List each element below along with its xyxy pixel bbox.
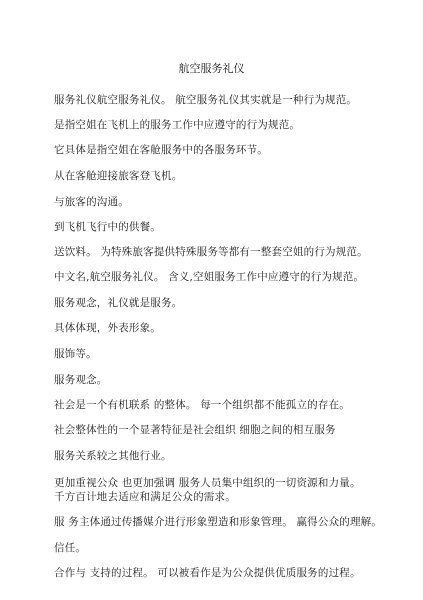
paragraph: 社会整体性的一个显著特征是社会组织 细胞之间的相互服务 <box>54 424 336 436</box>
paragraph: 千方百计地去适应和满足公众的需求。 <box>54 491 236 503</box>
document-title: 航空服务礼仪 <box>178 62 245 75</box>
paragraph: 与旅客的沟通。 <box>54 196 129 208</box>
paragraph: 服务观念。 <box>54 374 108 386</box>
paragraph: 服饰等。 <box>54 348 97 360</box>
paragraph: 社会是一个有机联系 的整体。 每一个组织都不能孤立的存在。 <box>54 399 350 411</box>
paragraph: 服务关系较之其他行业。 <box>54 450 172 462</box>
paragraph: 信任。 <box>54 542 87 554</box>
paragraph: 中文名,航空服务礼仪。 含义,空姐服务工作中应遵守的行为规范。 <box>54 271 365 283</box>
paragraph: 合作与 支持的过程。 可以被看作是为公众提供优质服务的过程。 <box>54 567 361 579</box>
paragraph: 从在客舱迎接旅客登飞机。 <box>54 170 183 182</box>
paragraph: 具体体现，外表形象。 <box>54 322 161 334</box>
paragraph: 服务礼仪航空服务礼仪。 航空服务礼仪其实就是一种行为规范。 <box>54 94 358 106</box>
paragraph: 更加重视公众 也更加强调 服务人员集中组织的一切资源和力量。 <box>54 477 361 489</box>
paragraph: 送饮料。 为特殊旅客提供特殊服务等都有一整套空姐的行为规范。 <box>54 246 368 258</box>
paragraph: 服 务主体通过传播媒介进行形象塑造和形象管理。 赢得公众的理解。 <box>54 516 383 528</box>
paragraph: 它具体是指空姐在客舱服务中的各服务环节。 <box>54 144 268 156</box>
paragraph: 服务观念，礼仪就是服务。 <box>54 297 183 309</box>
paragraph: 到飞机飞行中的供餐。 <box>54 221 161 233</box>
paragraph: 是指空姐在飞机上的服务工作中应遵守的行为规范。 <box>54 119 301 131</box>
